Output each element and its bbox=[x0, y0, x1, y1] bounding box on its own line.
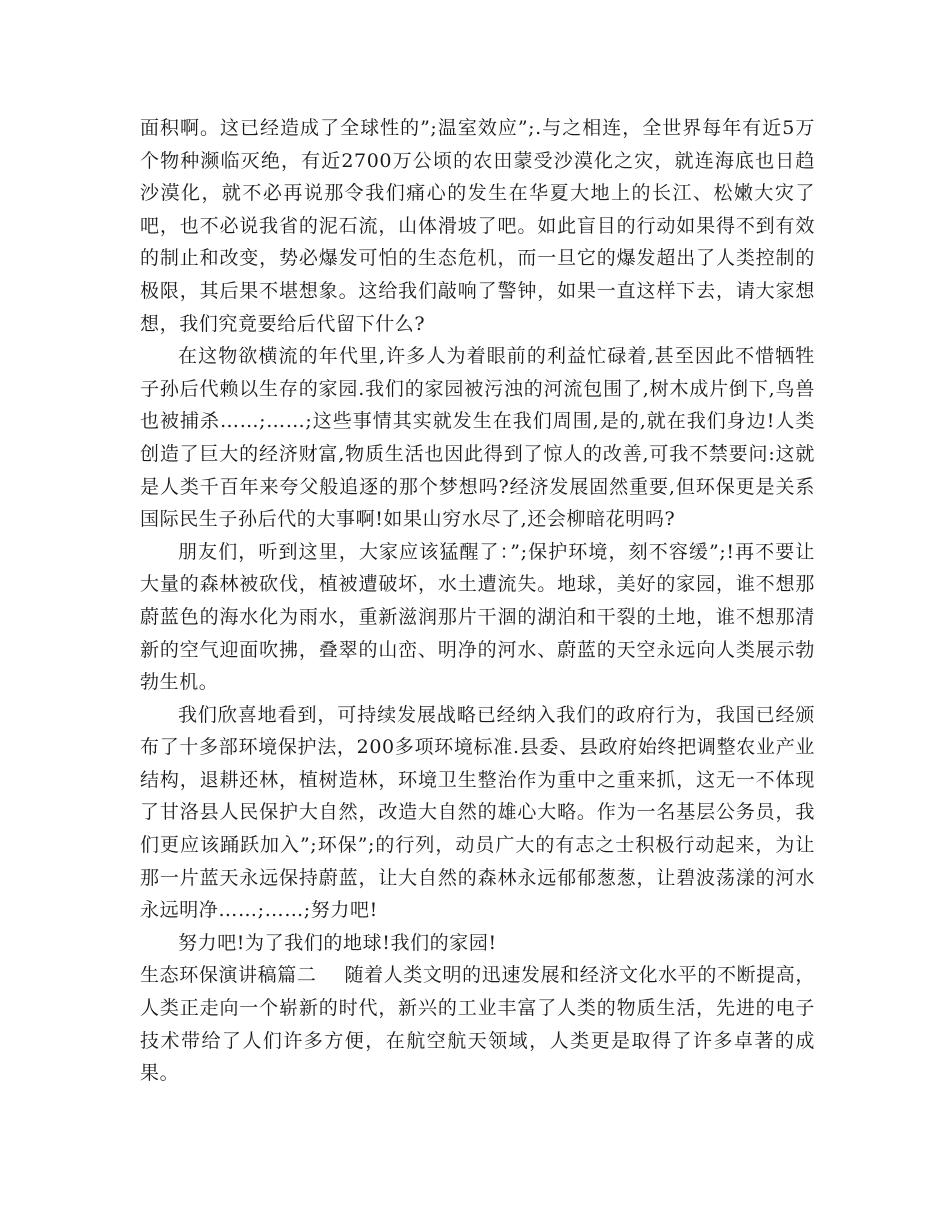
paragraph-3: 朋友们，听到这里，大家应该猛醒了：”;保护环境，刻不容缓”;!再不要让大量的森林被砍伐，植被遭破坏，水土遭流失。地球，美好的家园，谁不想那蔚蓝色的海水化为雨水，重新滋润那片干涸的湖泊和干裂的土地，谁不想那清新的空气迎面吹拂，叠翠的山峦、明净的河水、蔚蓝的天空永远向人类展示勃勃生机。 bbox=[140, 540, 815, 694]
document-page bbox=[140, 112, 815, 1090]
paragraph-5: 努力吧!为了我们的地球!我们的家园! bbox=[178, 931, 497, 954]
paragraph-1: 面积啊。这已经造成了全球性的”;温室效应”;.与之相连，全世界每年有近5万个物种濒临灭绝，有近2700万公顷的农田蒙受沙漠化之灾，就连海底也日趋沙漠化，就不必再说那令我们痛心的发生在华夏大地上的长江、松嫩大灾了吧，也不必说我省的泥石流，山体滑坡了吧。如此盲目的行动如果得不到有效的制止和改变，势必爆发可怕的生态危机，而一旦它的爆发超出了人类控制的极限，其后果不堪想象。这给我们敲响了警钟，如果一直这样下去，请大家想想，我们究竟要给后代留下什么? bbox=[140, 117, 815, 335]
section-paragraph bbox=[140, 959, 815, 1089]
paragraph-4: 我们欣喜地看到，可持续发展战略已经纳入我们的政府行为，我国已经颁布了十多部环境保护法，200多项环境标准.县委、县政府始终把调整农业产业结构，退耕还林，植树造林，环境卫生整治作为重中之重来抓，这无一不体现了甘洛县人民保护大自然，改造大自然的雄心大略。作为一名基层公务员，我们更应该踊跃加入”;环保”;的行列，动员广大的有志之士积极行动起来，为让那一片蓝天永远保持蔚蓝，让大自然的森林永远郁郁葱葱，让碧波荡漾的河水永远明净……;……;努力吧! bbox=[140, 703, 815, 922]
section-text: 随着人类文明的迅速发展和经济文化水平的不断提高，人类正走向一个崭新的时代，新兴的工业丰富了人类的物质生活，先进的电子技术带给了人们许多方便，在航空航天领域，人类更是取得了许多卓著的成果。 bbox=[140, 964, 816, 1085]
paragraph-2: 在这物欲横流的年代里,许多人为着眼前的利益忙碌着,甚至因此不惜牺牲子孙后代赖以生存的家园.我们的家园被污浊的河流包围了,树木成片倒下,鸟兽也被捕杀……;……;这些事情其实就发生在我们周围,是的,就在我们身边!人类创造了巨大的经济财富,物质生活也因此得到了惊人的改善,可我不禁要问:这就是人类千百年来夸父般追逐的那个梦想吗?经济发展固然重要,但环保更是关系国际民生子孙后代的大事啊!如果山穷水尽了,还会柳暗花明吗? bbox=[140, 345, 815, 531]
section-title: 生态环保演讲稿篇二 bbox=[140, 964, 317, 987]
